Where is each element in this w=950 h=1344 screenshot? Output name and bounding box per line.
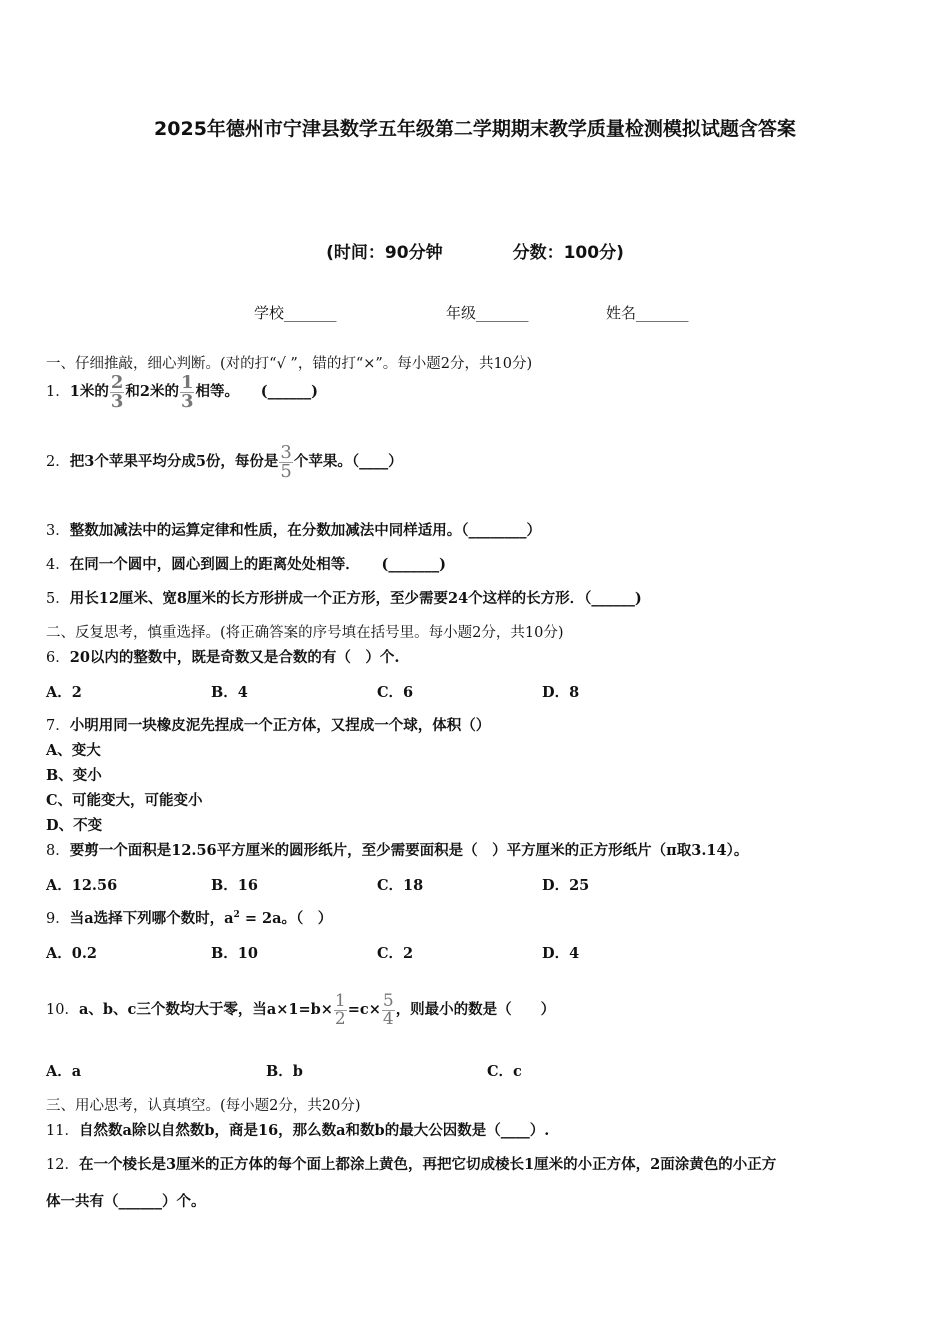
question-3 — [46, 519, 541, 540]
question-text: 和2米的 — [125, 383, 179, 400]
grade-field[interactable]: 年级_______ — [446, 304, 529, 322]
question-text: 1米的 — [69, 383, 109, 400]
fraction — [279, 441, 292, 482]
question-12-line-2: 体一共有（______）个。 — [46, 1193, 206, 1210]
q10-option-a[interactable]: A．a — [46, 1063, 82, 1080]
question-number: 12． — [46, 1157, 79, 1173]
denominator: 4 — [382, 1008, 394, 1029]
q6-option-c[interactable]: C．6 — [377, 684, 414, 701]
q9-option-d[interactable]: D．4 — [542, 945, 580, 962]
fraction — [180, 371, 195, 412]
numerator: 1 — [180, 371, 194, 393]
exam-timing — [0, 238, 950, 263]
question-8 — [46, 839, 748, 860]
question-text: =c× — [347, 1001, 381, 1018]
question-5 — [46, 587, 642, 608]
total-score: 分数：100分) — [512, 243, 624, 263]
question-text: 整数加减法中的运算定律和性质，在分数加减法中同样适用。（________） — [69, 522, 541, 539]
question-7 — [46, 714, 490, 735]
question-text: a、b、c三个数均大于零，当a×1=b× — [78, 1001, 333, 1018]
question-number: 7． — [46, 718, 70, 734]
denominator: 5 — [280, 460, 292, 482]
question-number: 5． — [46, 591, 70, 607]
question-number: 2． — [46, 454, 70, 470]
q7-option-b[interactable]: B、变小 — [46, 767, 102, 784]
question-text: 在同一个圆中，圆心到圆上的距离处处相等． (_______) — [69, 556, 446, 573]
question-text: 相等。 (______) — [195, 383, 318, 400]
question-text: 个苹果。（____） — [293, 453, 403, 470]
q9-option-a[interactable]: A．0.2 — [46, 945, 97, 962]
q7-option-c[interactable]: C、可能变大，可能变小 — [46, 792, 203, 809]
q8-option-a[interactable]: A．12.56 — [46, 877, 118, 894]
question-6 — [46, 646, 399, 667]
q10-option-c[interactable]: C．c — [487, 1063, 522, 1080]
q6-option-d[interactable]: D．8 — [542, 684, 580, 701]
fraction — [110, 371, 125, 412]
question-text: 20以内的整数中，既是奇数又是合数的有（ ）个. — [69, 649, 400, 666]
fraction — [382, 990, 395, 1029]
question-number: 4． — [46, 557, 70, 573]
question-1 — [46, 372, 318, 412]
numerator: 3 — [280, 441, 292, 463]
denominator: 2 — [334, 1008, 346, 1029]
numerator: 1 — [334, 990, 346, 1011]
q8-option-c[interactable]: C．18 — [377, 877, 424, 894]
fraction — [334, 990, 347, 1029]
q10-option-b[interactable]: B．b — [266, 1063, 303, 1080]
question-text: 当a选择下列哪个数时，a — [69, 910, 234, 927]
question-text: = 2a。（ ） — [239, 910, 333, 927]
section-3-heading: 三、用心思考，认真填空。(每小题2分，共20分) — [46, 1098, 361, 1114]
q7-option-d[interactable]: D、不变 — [46, 817, 103, 834]
question-text: 在一个棱长是3厘米的正方体的每个面上都涂上黄色，再把它切成棱长1厘米的小正方体，2面涂黄色的小正方 — [78, 1156, 777, 1173]
q7-option-a[interactable]: A、变大 — [46, 742, 101, 759]
question-number: 11． — [46, 1123, 79, 1139]
question-11 — [46, 1119, 549, 1140]
exponent: 2 — [233, 910, 240, 921]
question-text: 小明用同一块橡皮泥先捏成一个正方体，又捏成一个球，体积（） — [69, 717, 491, 734]
section-2-heading: 二、反复思考，慎重选择。(将正确答案的序号填在括号里。每小题2分，共10分) — [46, 625, 564, 641]
question-text: ，则最小的数是（ ） — [395, 1001, 556, 1018]
question-2 — [46, 432, 403, 492]
question-9 — [46, 907, 332, 928]
numerator: 5 — [382, 990, 394, 1011]
denominator: 3 — [110, 390, 124, 412]
q6-option-b[interactable]: B．4 — [211, 684, 248, 701]
numerator: 2 — [110, 371, 124, 393]
q8-option-d[interactable]: D．25 — [542, 877, 590, 894]
time-limit: (时间：90分钟 — [326, 243, 443, 263]
question-10 — [46, 972, 555, 1048]
question-number: 3． — [46, 523, 70, 539]
question-text: 用长12厘米、宽8厘米的长方形拼成一个正方形，至少需要24个这样的长方形．（______) — [69, 590, 642, 607]
question-text: 自然数a除以自然数b，商是16，那么数a和数b的最大公因数是（____）. — [78, 1122, 550, 1139]
name-field[interactable]: 姓名_______ — [606, 304, 689, 322]
q6-option-a[interactable]: A．2 — [46, 684, 82, 701]
question-number: 1． — [46, 384, 70, 400]
section-1-heading: 一、仔细推敲，细心判断。(对的打“√ ”，错的打“×”。每小题2分，共10分) — [46, 356, 533, 372]
question-4 — [46, 553, 446, 574]
question-number: 6． — [46, 650, 70, 666]
school-field[interactable]: 学校_______ — [254, 304, 337, 322]
page-title: 2025年德州市宁津县数学五年级第二学期期末教学质量检测模拟试题含答案 — [154, 118, 796, 140]
question-12-line-1 — [46, 1153, 776, 1174]
q9-option-b[interactable]: B．10 — [211, 945, 258, 962]
denominator: 3 — [180, 390, 194, 412]
q8-option-b[interactable]: B．16 — [211, 877, 258, 894]
q9-option-c[interactable]: C．2 — [377, 945, 414, 962]
question-text: 把3个苹果平均分成5份，每份是 — [69, 453, 279, 470]
question-number: 8． — [46, 843, 70, 859]
question-number: 10． — [46, 1002, 79, 1018]
question-number: 9． — [46, 911, 70, 927]
question-text: 要剪一个面积是12.56平方厘米的圆形纸片，至少需要面积是（ ）平方厘米的正方形纸片（π取3.14）。 — [69, 842, 749, 859]
